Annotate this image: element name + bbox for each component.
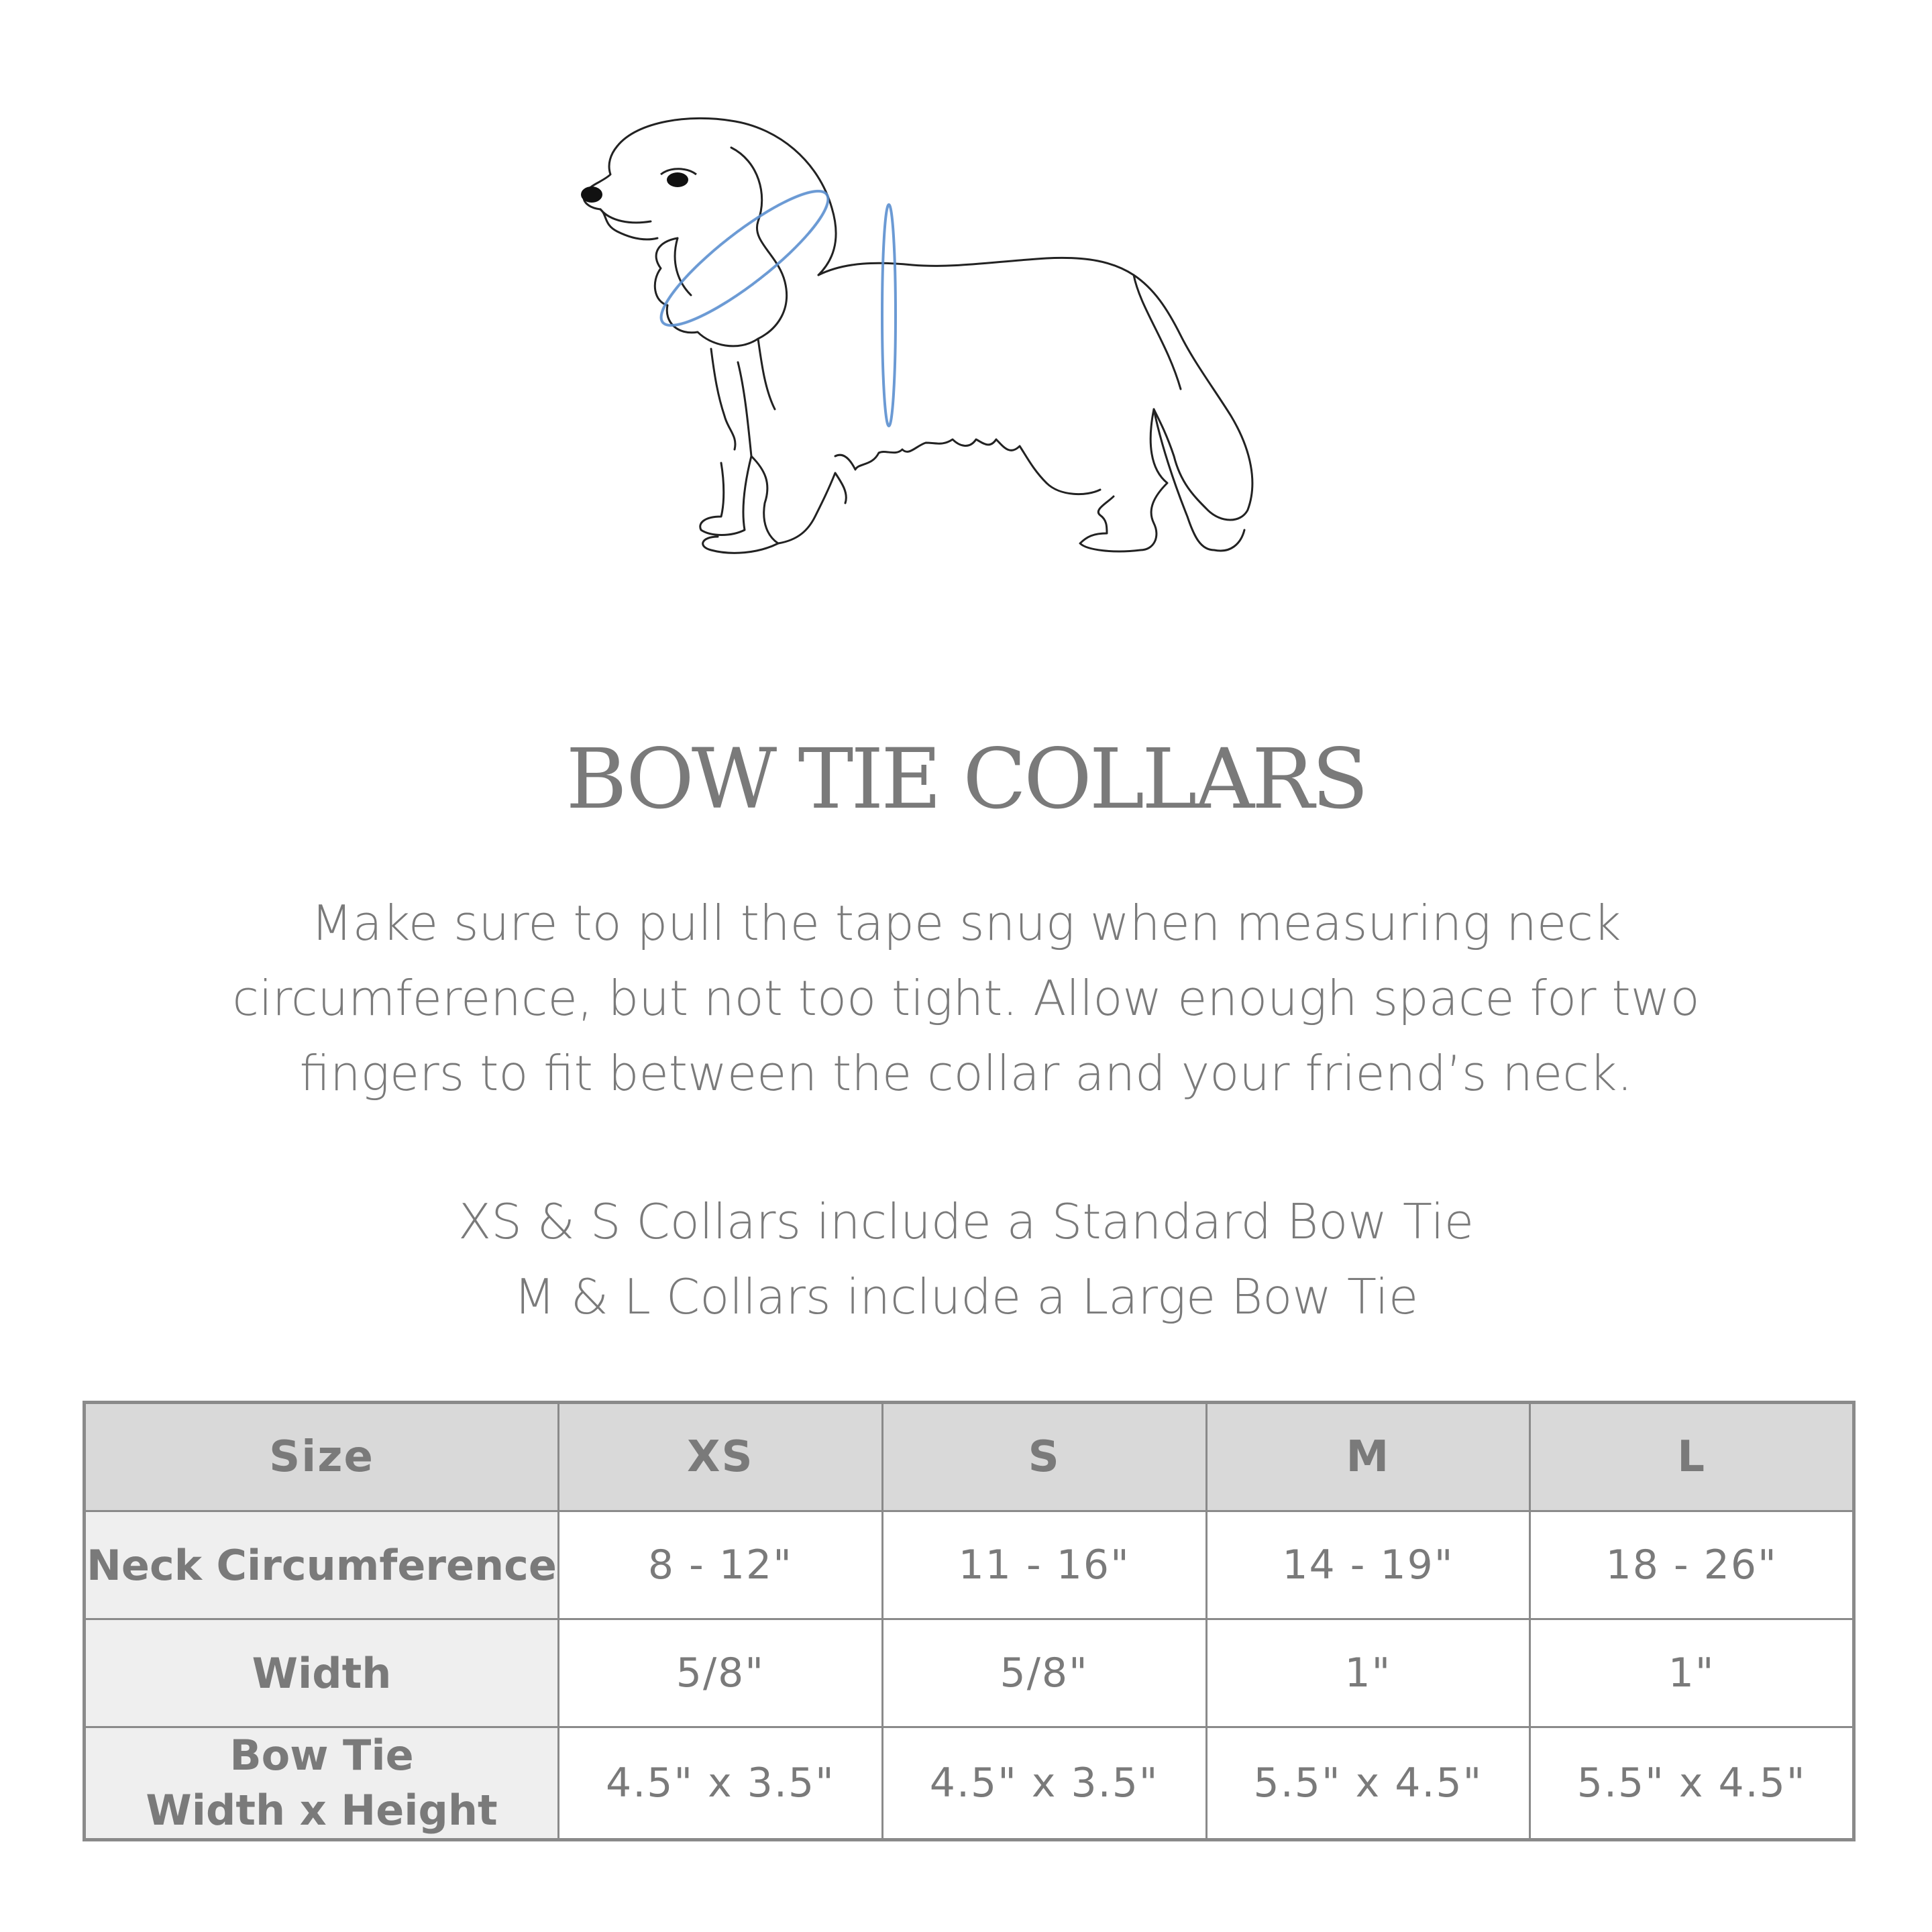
page-title: BOW TIE COLLARS <box>566 731 1366 828</box>
header-cell: S <box>882 1403 1206 1511</box>
bow-note-line: XS & S Collars include a Standard Bow Tie <box>458 1193 1474 1250</box>
table-cell: 8 - 12" <box>559 1511 883 1619</box>
header-cell: L <box>1530 1403 1854 1511</box>
dog-hind-leg-outline <box>1080 409 1167 551</box>
table-row-width <box>85 1619 1854 1727</box>
row-label: Neck Circumference <box>85 1511 559 1619</box>
chest-measure-loop <box>882 205 896 426</box>
table-cell: 14 - 19" <box>1206 1511 1530 1619</box>
table-cell: 5.5" x 4.5" <box>1206 1727 1530 1840</box>
bow-note-line: M & L Collars include a Large Bow Tie <box>513 1269 1419 1325</box>
dog-illustration <box>577 107 1368 671</box>
header-cell: Size <box>85 1403 559 1511</box>
row-label: Width <box>85 1619 559 1727</box>
table-cell: 18 - 26" <box>1530 1511 1854 1619</box>
table-header-row <box>85 1403 1854 1511</box>
size-chart-table <box>83 1401 1856 1841</box>
table-cell: 5/8" <box>882 1619 1206 1727</box>
header-cell: XS <box>559 1403 883 1511</box>
table-cell: 11 - 16" <box>882 1511 1206 1619</box>
table-cell: 1" <box>1530 1619 1854 1727</box>
dog-belly-outline <box>835 439 1046 483</box>
table-row-neck <box>85 1511 1854 1619</box>
instruction-line: Make sure to pull the tape snug when measuring neck <box>311 895 1621 951</box>
dog-head-outline <box>617 118 836 275</box>
table-cell: 1" <box>1206 1619 1530 1727</box>
measuring-instructions <box>0 885 1932 1111</box>
bow-tie-notes <box>0 1184 1932 1334</box>
instruction-line: fingers to fit between the collar and your friend’s neck. <box>299 1045 1633 1102</box>
table-cell: 4.5" x 3.5" <box>882 1727 1206 1840</box>
header-cell: M <box>1206 1403 1530 1511</box>
row-label <box>85 1727 559 1840</box>
instruction-line: circumference, but not too tight. Allow enough space for two <box>232 970 1700 1026</box>
table-cell: 5/8" <box>559 1619 883 1727</box>
table-cell: 4.5" x 3.5" <box>559 1727 883 1840</box>
table-cell: 5.5" x 4.5" <box>1530 1727 1854 1840</box>
dog-front-leg-outline <box>700 362 751 535</box>
row-label-line: Bow Tie <box>229 1731 414 1780</box>
table-row-bow-tie <box>85 1727 1854 1840</box>
row-label-line: Width x Height <box>146 1786 498 1835</box>
neck-measure-loop <box>647 174 842 343</box>
